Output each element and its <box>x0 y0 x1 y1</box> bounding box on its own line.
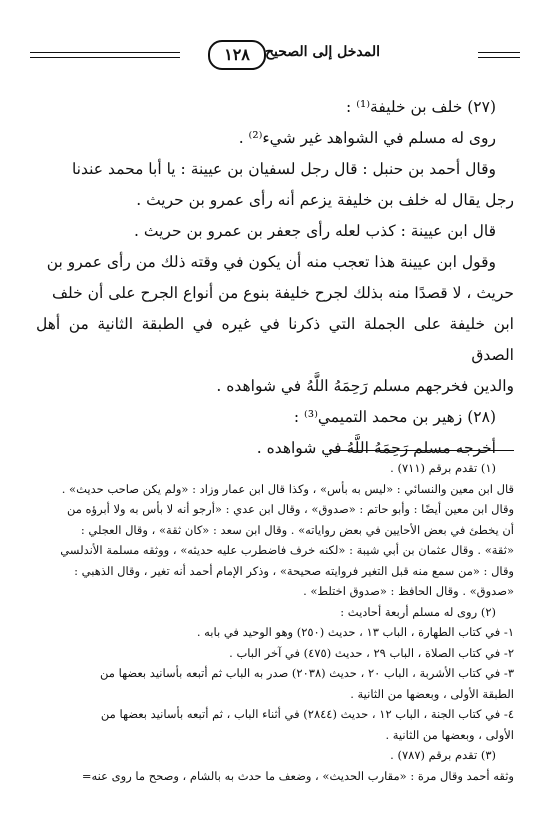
footnote-line: (١) تقدم برقم (٧١١) . <box>390 461 496 475</box>
footnotes <box>28 458 514 786</box>
entry-heading-28: (٢٨) زهير بن محمد التميمي⁽³⁾ : <box>293 408 496 426</box>
footnote-line: «ثقة» . وقال عثمان بن أبي شيبة : «لكنه خرف فاضطرب عليه حديثه» ، ووثقه مسلمة الأندلسي <box>60 543 514 557</box>
footnote-line: الأولى ، وبعضها من الثانية . <box>385 727 514 742</box>
footnote-line: ٤- في كتاب الجنة ، الباب ١٢ ، حديث (٢٨٤٤) في أثناء الباب ، ثم أتبعه بأسانيد بعضها من <box>100 707 514 721</box>
entry-heading-27: (٢٧) خلف بن خليفة⁽¹⁾ : <box>346 98 496 116</box>
footnote-line: «صدوق» . وقال الحافظ : «صدوق اختلط» . <box>303 584 514 598</box>
footnote-line: (٣) تقدم برقم (٧٨٧) . <box>390 748 496 762</box>
running-title: المدخل إلى الصحيح <box>264 44 380 60</box>
text-line: ابن خليفة على الجملة التي ذكرنا في غيره في الطبقة الثانية من أهل الصدق <box>36 315 514 364</box>
text-line: روى له مسلم في الشواهد غير شيء⁽²⁾ . <box>238 129 496 147</box>
text-line: رجل يقال له خلف بن خليفة يزعم أنه رأى عمرو بن حريث . <box>136 191 514 209</box>
text-line: حريث ، لا قصدًا منه بذلك لجرح خليفة بنوع من أنواع الجرح على أن خلف <box>51 284 514 302</box>
main-text <box>36 92 514 464</box>
header-rule-right <box>478 52 520 58</box>
footnote-divider <box>329 450 514 451</box>
footnote-line: وقال ابن معين أيضًا : وأبو حاتم : «صدوق» ، وقال ابن عدي : «أرجو أنه لا بأس به ولا أبرؤه من <box>66 502 514 516</box>
text-line: وقال أحمد بن حنبل : قال رجل لسفيان بن عيينة : يا أبا محمد عندنا <box>71 160 496 178</box>
text-line: وقول ابن عيينة هذا تعجب منه أن يكون في وقته ذلك من رأى عمرو بن <box>46 253 496 271</box>
header-rule-left <box>30 52 180 58</box>
footnote-line: الطبقة الأولى ، وبعضها من الثانية . <box>350 686 514 701</box>
footnote-line: ١- في كتاب الطهارة ، الباب ١٣ ، حديث (٢٥٠) وهو الوحيد في بابه . <box>196 625 514 639</box>
footnote-line: قال ابن معين والنسائي : «ليس به بأس» ، وكذا قال ابن عمار وزاد : «ولم يكن صاحب حديث» . <box>61 481 514 496</box>
footnote-line: أن يخطئ في بعض الأحايين في بعض رواياته» . وقال ابن سعد : «كان ثقة» ، وقال العجلي : <box>80 522 514 537</box>
page-number-badge: ١٢٨ <box>208 40 266 70</box>
text-line: والدين فخرجهم مسلم رَحِمَهُ اللَّهُ في شواهده . <box>216 377 514 395</box>
footnote-line: ٣- في كتاب الأشربة ، الباب ٢٠ ، حديث (٢٠٣٨) صدر به الباب ثم أتبعه بأسانيد بعضها من <box>100 666 514 680</box>
page-header <box>30 40 520 80</box>
footnote-line: وثقه أحمد وقال مرة : «مقارب الحديث» ، وضعف ما حدث به بالشام ، وصحح ما روى عنه= <box>81 768 514 783</box>
footnote-line: (٢) روى له مسلم أربعة أحاديث : <box>340 604 496 619</box>
text-line: قال ابن عيينة : كذب لعله رأى جعفر بن عمرو بن حريث . <box>134 222 496 240</box>
footnote-line: وقال : «من سمع منه قبل التغير فروايته صحيحة» ، وذكر الإمام أحمد أنه تغير ، وقال الذهبي : <box>74 563 514 578</box>
text-line: أخرجه مسلم رَحِمَهُ اللَّهُ في شواهده . <box>256 439 496 457</box>
footnote-line: ٢- في كتاب الصلاة ، الباب ٢٩ ، حديث (٤٧٥) في آخر الباب . <box>229 645 514 660</box>
